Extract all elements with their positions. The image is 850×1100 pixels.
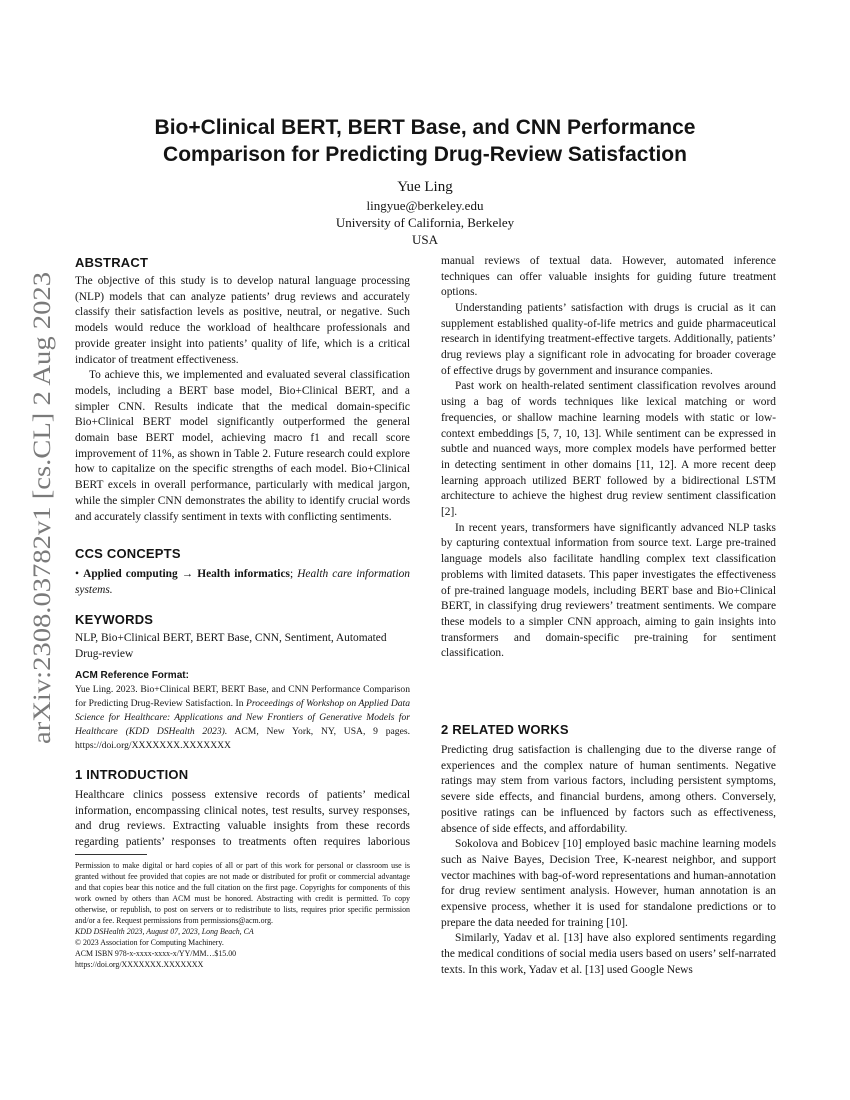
title-line-2: Comparison for Predicting Drug-Review Satisfaction — [163, 143, 687, 166]
copyright-line: © 2023 Association for Computing Machinery. — [75, 938, 224, 947]
ccs-concepts-text — [75, 567, 410, 598]
introduction-paragraph: Understanding patients’ satisfaction with drugs is crucial as it can supplement established quality-of-life metrics and guide pharmaceutical research in identifying treatment-effective targets. Additionally, patients’ drug reviews play a significant role in advocating for broader coverage of effective drugs by government and insurance companies. — [441, 301, 776, 377]
related-works-paragraph: Similarly, Yadav et al. [13] have also explored sentiments regarding the medical conditions of social media users based on users’ self-narrated texts. In this work, Yadav et al. [13] used Google News — [441, 932, 776, 976]
introduction-paragraph: In recent years, transformers have significantly advanced NLP tasks by capturing contextual information from source text. Large pre-trained language models also facilitate handling complex text classification problems with limited datasets. This paper investigates the effectiveness of pre-trained language models, including BERT base and Bio+Clinical BERT, in classifying drug reviewers’ treatment sentiments. We compare these models to a simpler CNN approach, aiming to gain insights into transformers and domain-specific pre-training for sentiment classification. — [441, 521, 776, 660]
arxiv-sidebar-stamp — [12, 268, 62, 748]
related-works-heading: 2 RELATED WORKS — [441, 722, 569, 737]
arxiv-id: arXiv:2308.03782v1 [cs.CL] 2 Aug 2023 — [29, 331, 56, 744]
acm-reference-section — [75, 669, 410, 753]
author-email: lingyue@berkeley.edu — [366, 198, 484, 213]
keywords-section — [75, 611, 410, 662]
related-works-paragraph: Sokolova and Bobicev [10] employed basic machine learning models such as Naive Bayes, Decision Tree, K-nearest neighbor, and support vector machines with bag-of-word representations and human-annotation for drug review sentiment analysis. However, human annotation is an expensive process, whether it is used for standalone predictions or to prepare the data needed for training [10]. — [441, 838, 776, 929]
acm-reference-heading: ACM Reference Format: — [75, 670, 189, 681]
ccs-concept-italic: Health care information systems. — [75, 568, 410, 596]
ccs-concept-bold: Applied computing → Health informatics — [83, 568, 290, 580]
title-line-1: Bio+Clinical BERT, BERT Base, and CNN Performance — [154, 116, 696, 139]
author-country: USA — [411, 232, 438, 247]
ccs-bullet: • — [75, 568, 79, 580]
introduction-heading: 1 INTRODUCTION — [75, 767, 189, 782]
doi-line: https://doi.org/XXXXXXX.XXXXXXX — [75, 960, 204, 969]
acm-reference-part: Yue Ling. 2023. Bio+Clinical BERT, BERT Base, and CNN Performance Comparison for Predicting Drug-Review Satisfaction. In — [75, 684, 410, 709]
acm-reference-proceedings: Proceedings of Workshop on Applied Data Science for Healthcare: Applications and New Frontiers of Generative Models for Healthcare (KDD DSHealth 2023). — [75, 698, 411, 737]
abstract-section — [75, 254, 410, 525]
acm-reference-part: ACM, New York, NY, USA, 9 pages. https://doi.org/XXXXXXX.XXXXXXX — [75, 726, 410, 751]
footnote-rule — [75, 854, 147, 855]
introduction-paragraph-start: Healthcare clinics possess extensive records of patients’ medical information, encompassing clinical notes, test results, survey responses, and drug reviews. Extracting valuable insights from these records regarding patients’ responses to treatments often requires laborious — [75, 789, 410, 849]
ccs-heading: CCS CONCEPTS — [75, 546, 181, 561]
author-institution: University of California, Berkeley — [335, 215, 515, 230]
introduction-section — [75, 766, 410, 852]
keywords-text: NLP, Bio+Clinical BERT, BERT Base, CNN, Sentiment, Automated Drug-review — [75, 632, 387, 660]
permission-footnote — [75, 860, 410, 970]
permission-text: Permission to make digital or hard copies of all or part of this work for personal or classroom use is granted without fee provided that copies are not made or distributed for profit or commercial advantage and that copies bear this notice and the full citation on the first page. Copyrights for components of this work owned by others than ACM must be honored. Abstracting with credit is permitted. To copy otherwise, or republish, to post on servers or to redistribute to lists, requires prior specific permission and/or a fee. Request permissions from permissions@acm.org. — [75, 861, 410, 925]
related-works-paragraph: Predicting drug satisfaction is challenging due to the diverse range of experiences and the complex nature of human sentiments. Negative ratings may stem from various factors, including persistent symptoms, severe side effects, and financial burdens, among others. Conversely, positive ratings can be influenced by factors such as effectiveness, absence of side effects, and affordability. — [441, 744, 776, 835]
related-works-section — [441, 721, 776, 979]
abstract-heading: ABSTRACT — [75, 255, 149, 270]
abstract-paragraph: To achieve this, we implemented and evaluated several classification models, including a BERT base model, Bio+Clinical BERT, and a simpler CNN. Results indicate that the medical domain-specific Bio+Clinical BERT model significantly outperformed the general domain base BERT model, achieving macro f1 and recall score improvement of 11%, as shown in Table 2. Future research could explore how to capitalize on the specific strengths of each model. Bio+Clinical BERT excels in overall performance, particularly with medical jargon, while the simpler CNN demonstrates the ability to identify crucial words and accurately classify sentiment in texts with conflicting sentiments. — [75, 369, 410, 523]
abstract-paragraph: The objective of this study is to develop natural language processing (NLP) models that can analyze patients’ drug reviews and accurately classify their satisfaction levels as positive, neutral, or negative. Such models would reduce the workload of healthcare professionals and provide greater insight into patients’ quality of life, which is a critical indicator of treatment effectiveness. — [75, 275, 410, 366]
introduction-paragraph: Past work on health-related sentiment classification revolves around using a bag of words techniques like lexical matching or word frequencies, or shallow machine learning models with static or low-context embeddings [5, 7, 10, 13]. While sentiment can be expressed in subtle and nuanced ways, more complex models have performed better in detecting sentiment in other domains [11, 12]. A more recent deep learning approach utilized BERT followed by a bidirectional LSTM architecture to achieve the highest drug review sentiment classification [2]. — [441, 380, 776, 519]
keywords-heading: KEYWORDS — [75, 612, 154, 627]
conference-info: KDD DSHealth 2023, August 07, 2023, Long Beach, CA — [75, 927, 254, 936]
ccs-section — [75, 545, 410, 598]
introduction-continued — [441, 255, 776, 669]
author-name: Yue Ling — [397, 179, 453, 195]
acm-reference-text — [75, 683, 410, 753]
author-block — [200, 178, 650, 248]
isbn-line: ACM ISBN 978-x-xxxx-xxxx-x/YY/MM…$15.00 — [75, 949, 237, 958]
ccs-separator: ; — [289, 568, 298, 580]
introduction-paragraph-continued: manual reviews of textual data. However, automated inference techniques can offer valuable insights for guiding future treatment options. — [441, 255, 776, 299]
paper-title — [75, 114, 775, 168]
